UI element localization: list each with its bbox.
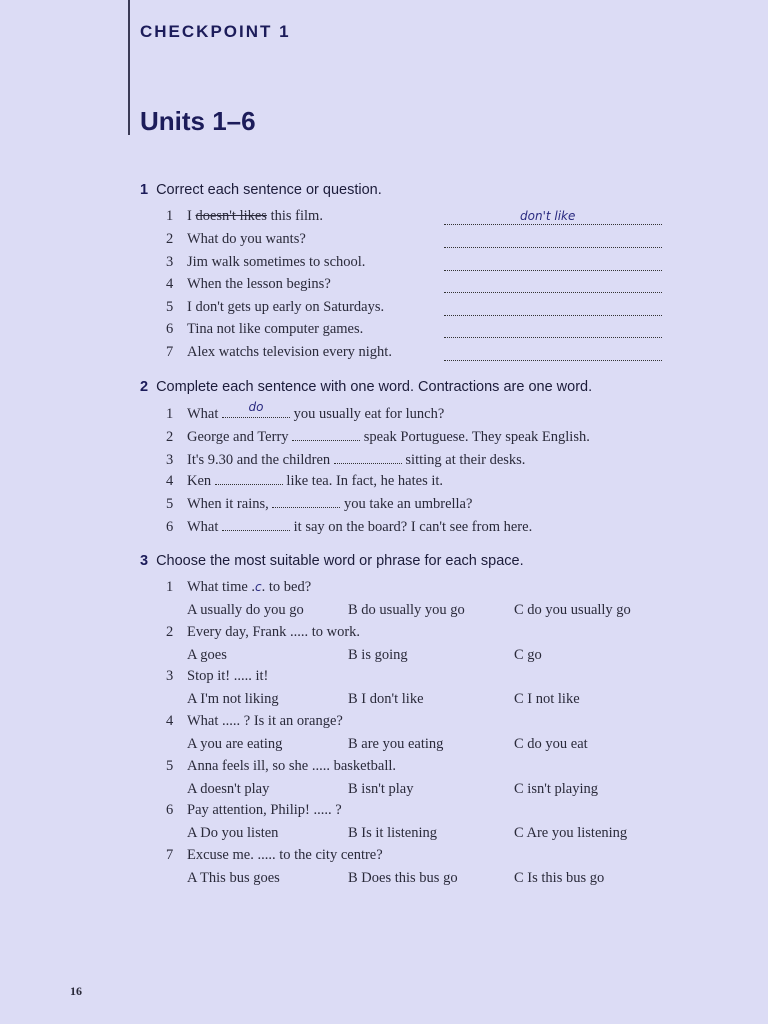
- option-a[interactable]: A This bus goes: [187, 870, 280, 886]
- option-a[interactable]: A doesn't play: [187, 781, 270, 797]
- section-number: 3: [140, 553, 149, 569]
- fill-gap[interactable]: [334, 451, 402, 464]
- s1-item: 6 Tina not like computer games.: [166, 321, 364, 337]
- answer-line[interactable]: [444, 256, 662, 271]
- s2-item: 4 Ken like tea. In fact, he hates it.: [166, 473, 444, 489]
- section-3-heading: [140, 553, 524, 569]
- option-a[interactable]: A I'm not liking: [187, 691, 279, 707]
- option-a[interactable]: A Do you listen: [187, 825, 279, 841]
- option-c[interactable]: C Are you listening: [514, 825, 628, 841]
- s1-item: 7 Alex watchs television every night.: [166, 344, 392, 360]
- option-c[interactable]: C isn't playing: [514, 781, 598, 797]
- s3-question: 5 Anna feels ill, so she ..... basketball.: [166, 758, 396, 774]
- s2-item: 5 When it rains, you take an umbrella?: [166, 496, 473, 512]
- fill-gap[interactable]: [215, 472, 283, 485]
- option-b[interactable]: B do usually you go: [348, 602, 465, 618]
- section-number: 1: [140, 182, 149, 198]
- option-c[interactable]: C I not like: [514, 691, 580, 707]
- s3-question: 7 Excuse me. ..... to the city centre?: [166, 847, 383, 863]
- s1-item: 3 Jim walk sometimes to school.: [166, 254, 366, 270]
- fill-gap[interactable]: [272, 495, 340, 508]
- option-c[interactable]: C do you usually go: [514, 602, 631, 618]
- option-c[interactable]: C do you eat: [514, 736, 588, 752]
- option-b[interactable]: B is going: [348, 647, 408, 663]
- s3-question: 4 What ..... ? Is it an orange?: [166, 713, 343, 729]
- option-b[interactable]: B are you eating: [348, 736, 444, 752]
- s3-question: 1 What time .c. to bed?: [166, 579, 312, 595]
- option-b[interactable]: B Does this bus go: [348, 870, 458, 886]
- option-a[interactable]: A usually do you go: [187, 602, 304, 618]
- answer-line[interactable]: [444, 301, 662, 316]
- s2-item: 2 George and Terry speak Portuguese. They speak English.: [166, 429, 590, 445]
- section-1-heading: [140, 182, 382, 198]
- page-title: Units 1–6: [140, 106, 256, 136]
- s1-item: 1 I doesn't likes this film.: [166, 208, 323, 224]
- option-a[interactable]: A you are eating: [187, 736, 283, 752]
- s1-item: 5 I don't gets up early on Saturdays.: [166, 299, 385, 315]
- handwritten-answer: do: [248, 400, 264, 414]
- answer-line[interactable]: [444, 323, 662, 338]
- fill-gap[interactable]: [222, 400, 290, 418]
- s1-item: 4 When the lesson begins?: [166, 276, 331, 292]
- s2-item: 6 What it say on the board? I can't see from here.: [166, 519, 533, 535]
- option-c[interactable]: C go: [514, 647, 542, 663]
- section-number: 2: [140, 379, 149, 395]
- s3-question: 6 Pay attention, Philip! ..... ?: [166, 802, 342, 818]
- answer-line[interactable]: [444, 233, 662, 248]
- option-b[interactable]: B I don't like: [348, 691, 424, 707]
- fill-gap[interactable]: [292, 428, 360, 441]
- s1-item: 2 What do you wants?: [166, 231, 306, 247]
- s2-item: 3 It's 9.30 and the children sitting at their desks.: [166, 452, 526, 468]
- s3-question: 3 Stop it! ..... it!: [166, 668, 269, 684]
- option-b[interactable]: B isn't play: [348, 781, 414, 797]
- option-a[interactable]: A goes: [187, 647, 227, 663]
- answer-line[interactable]: [444, 278, 662, 293]
- section-2-heading: [140, 379, 592, 395]
- handwritten-answer: c: [255, 580, 262, 594]
- answer-line[interactable]: [444, 346, 662, 361]
- struck-text: doesn't likes: [195, 208, 267, 224]
- s2-item: 1 What do you usually eat for lunch?: [166, 400, 445, 422]
- handwritten-answer: don't like: [520, 209, 576, 223]
- section-instruction: Choose the most suitable word or phrase for each space.: [156, 553, 524, 569]
- fill-gap[interactable]: [222, 518, 290, 531]
- s3-question: 2 Every day, Frank ..... to work.: [166, 624, 361, 640]
- option-c[interactable]: C Is this bus go: [514, 870, 605, 886]
- page-number: 16: [70, 984, 82, 998]
- section-instruction: Complete each sentence with one word. Contractions are one word.: [156, 379, 593, 395]
- section-instruction: Correct each sentence or question.: [156, 182, 382, 198]
- option-b[interactable]: B Is it listening: [348, 825, 438, 841]
- header-rule: [128, 0, 130, 135]
- checkpoint-label: CHECKPOINT 1: [140, 22, 291, 41]
